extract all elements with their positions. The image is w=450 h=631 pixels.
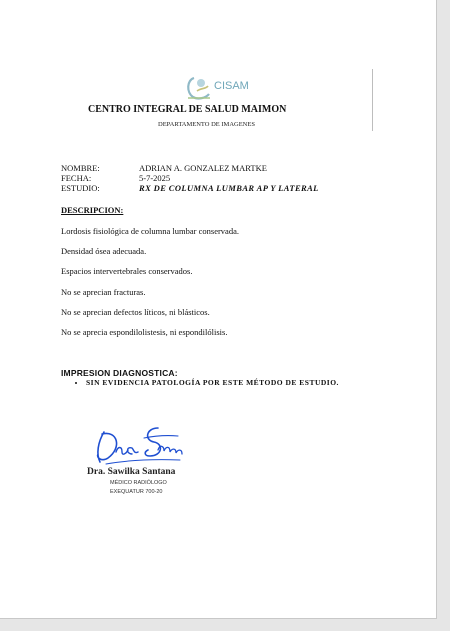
finding-item: No se aprecian fracturas. xyxy=(61,287,146,297)
doctor-name: Dra. Sawilka Santana xyxy=(87,467,176,477)
header-divider xyxy=(372,69,373,131)
logo-text: CISAM xyxy=(214,80,249,92)
finding-item: No se aprecia espondilolistesis, ni espondilólisis. xyxy=(61,327,228,337)
finding-item: Lordosis fisiológica de columna lumbar conservada. xyxy=(61,226,239,236)
patient-name: ADRIAN A. GONZALEZ MARTKE xyxy=(139,163,267,173)
name-label: NOMBRE: xyxy=(61,163,100,173)
report-date: 5-7-2025 xyxy=(139,173,171,183)
doctor-title: MÉDICO RADIÓLOGO xyxy=(110,480,167,486)
department-name: DEPARTAMENTO DE IMAGENES xyxy=(158,121,255,128)
date-label: FECHA: xyxy=(61,173,92,183)
finding-item: Espacios intervertebrales conservados. xyxy=(61,266,193,276)
study-label: ESTUDIO: xyxy=(61,183,100,193)
center-name: CENTRO INTEGRAL DE SALUD MAIMON xyxy=(88,104,287,115)
study-name: RX DE COLUMNA LUMBAR AP Y LATERAL xyxy=(139,183,319,193)
logo-mark-icon xyxy=(184,74,214,102)
finding-item: Densidad ósea adecuada. xyxy=(61,246,147,256)
impression-item: • SIN EVIDENCIA PATOLOGÍA POR ESTE MÉTODO DE ESTUDIO. xyxy=(86,378,339,387)
doctor-exequatur: EXEQUATUR 700-20 xyxy=(110,489,163,495)
impression-title: IMPRESION DIAGNOSTICA: xyxy=(61,368,178,378)
handwritten-signature xyxy=(92,424,187,468)
impression-list xyxy=(74,378,339,387)
cisam-logo xyxy=(184,74,264,102)
finding-item: No se aprecian defectos líticos, ni blásticos. xyxy=(61,307,210,317)
description-title: DESCRIPCION: xyxy=(61,205,124,215)
